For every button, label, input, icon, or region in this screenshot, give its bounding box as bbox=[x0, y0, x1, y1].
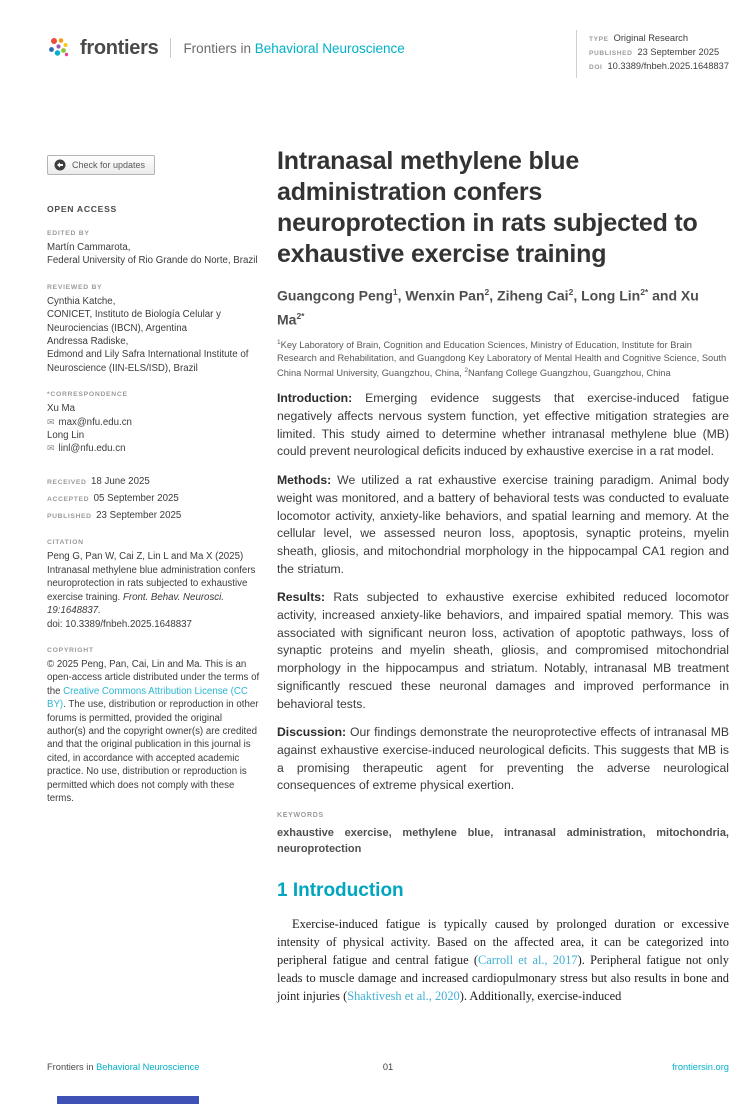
reviewer1-name: Cynthia Katche, bbox=[47, 295, 116, 307]
author-list bbox=[277, 282, 729, 329]
author-affil-sup: 2* bbox=[296, 310, 305, 321]
affiliation-sup: 1 bbox=[277, 339, 281, 347]
received-row bbox=[47, 473, 260, 489]
crossmark-icon bbox=[54, 159, 66, 171]
doi-value[interactable]: 10.3389/fnbeh.2025.1648837 bbox=[607, 61, 729, 71]
author-name: , Wenxin Pan bbox=[397, 287, 485, 304]
published-label: PUBLISHED bbox=[47, 513, 92, 521]
abstract-section-label: Introduction: bbox=[277, 391, 353, 406]
citation-journal: Front. Behav. Neurosci. bbox=[122, 591, 224, 603]
frontiers-logo-icon bbox=[47, 36, 71, 60]
citation-link-carroll-2017[interactable]: Carroll et al., 2017 bbox=[477, 953, 578, 968]
citation-text bbox=[47, 550, 260, 630]
reviewer1-affiliation: CONICET, Instituto de Biología Celular y Neurociencias (IBCN), Argentina bbox=[47, 309, 221, 334]
author-name: , Long Lin bbox=[573, 287, 641, 304]
author-affil-sup: 2 bbox=[484, 287, 490, 297]
abstract-section-text: Rats subjected to exhaustive exercise exhibited reduced locomotor activity, increased anxiety-like behaviors, and impaired spatial memory. This was associated with significant neuron loss, activation of apoptotic pathways, loss of synaptic proteins and myelin sheath, gliosis, and compromised mitochondrial morphology in the hippocampus and striatum. Notably, intranasal MB treatment significantly rescued these neuronal damages and improved performance in behavioral tests. bbox=[277, 590, 729, 711]
journal-name-header bbox=[183, 41, 404, 56]
article-title: Intranasal methylene blue administration confers neuroprotection in rats subjected to exhaustive exercise training bbox=[277, 147, 698, 268]
envelope-icon: ✉ bbox=[47, 416, 55, 427]
received-value: 18 June 2025 bbox=[91, 475, 150, 487]
abstract-section-label: Results: bbox=[277, 590, 326, 605]
footer-journal-prefix: Frontiers in bbox=[47, 1062, 97, 1072]
dates-block bbox=[47, 473, 260, 524]
edited-by-label: EDITED BY bbox=[47, 230, 90, 237]
page-number: 01 bbox=[382, 1062, 394, 1072]
journal-name-link[interactable]: Behavioral Neuroscience bbox=[254, 40, 405, 56]
affiliation-sup: 2 bbox=[464, 366, 469, 374]
doi-label: DOI bbox=[588, 64, 603, 71]
abstract-section-text: Our findings demonstrate the neuroprotective effects of intranasal MB against exhaustive exercise-induced neurological deficits. This suggests that MB is a promising therapeutic agent for preventing the adverse neurological consequences of extreme physical exertion. bbox=[277, 725, 729, 793]
footer-journal bbox=[47, 1062, 274, 1072]
correspondence-contact1-email[interactable]: max@nfu.edu.cn bbox=[58, 416, 132, 428]
author-name: , Ziheng Cai bbox=[489, 287, 569, 304]
editor-name: Martín Cammarota, bbox=[47, 242, 131, 253]
article-meta-block bbox=[576, 30, 729, 78]
brand-wordmark: frontiers bbox=[80, 36, 159, 59]
published-value: 23 September 2025 bbox=[637, 47, 720, 57]
keywords-text: exhaustive exercise, methylene blue, intranasal administration, mitochondria, neuroprotection bbox=[277, 827, 729, 856]
received-label: RECEIVED bbox=[47, 478, 87, 486]
footer-site bbox=[502, 1062, 729, 1072]
abstract-discussion-paragraph bbox=[277, 724, 729, 795]
abstract-section-text: Emerging evidence suggests that exercise-induced fatigue negatively affects nervous system function, yet effective mitigation strategies are limited. This study aimed to determine whether intranasal methylene blue (MB) could prevent neurological deficits induced by exhaustive exercise in a rat model. bbox=[277, 391, 729, 459]
meta-published-row bbox=[589, 46, 729, 60]
check-for-updates-label: Check for updates bbox=[72, 160, 146, 170]
abstract-introduction-paragraph bbox=[277, 390, 729, 461]
correspondence-contact2-email[interactable]: linl@nfu.edu.cn bbox=[58, 443, 126, 455]
accepted-row bbox=[47, 490, 260, 506]
citation-title: Intranasal methylene blue administration confers neuroprotection in rats subjected to exhaustive exercise training. bbox=[47, 564, 256, 603]
citation-authors: Peng G, Pan W, Cai Z, Lin L and Ma X (2025) bbox=[47, 551, 244, 563]
abstract-methods-paragraph bbox=[277, 472, 729, 578]
journal-prefix: Frontiers in bbox=[183, 40, 251, 56]
reviewer2-name: Andressa Radiske, bbox=[47, 336, 129, 348]
author-name: Guangcong Peng bbox=[277, 287, 393, 304]
check-for-updates-button[interactable] bbox=[47, 155, 155, 175]
envelope-icon: ✉ bbox=[47, 443, 55, 454]
affiliations bbox=[277, 337, 729, 379]
type-value: Original Research bbox=[613, 33, 689, 43]
author-affil-sup: 1 bbox=[392, 287, 398, 297]
body-text: ). Additionally, exercise-induced bbox=[459, 989, 622, 1004]
correspondence-label: *CORRESPONDENCE bbox=[47, 391, 128, 399]
copyright-text bbox=[47, 658, 260, 805]
citation-volume: 19:1648837. bbox=[47, 605, 101, 617]
article-main-column bbox=[277, 146, 729, 1005]
citation-doi[interactable]: doi: 10.3389/fnbeh.2025.1648837 bbox=[47, 618, 192, 630]
keywords-label: KEYWORDS bbox=[277, 812, 324, 820]
type-label: TYPE bbox=[588, 36, 609, 43]
brand-divider bbox=[170, 38, 171, 58]
copyright-text-before: © 2025 Peng, Pan, Cai, Lin and Ma. This is an open-access article distributed under the terms of the bbox=[47, 658, 260, 697]
author-affil-sup: 2 bbox=[568, 287, 574, 297]
accepted-label: ACCEPTED bbox=[47, 496, 90, 504]
affiliation-text: Key Laboratory of Brain, Cognition and Education Sciences, Ministry of Education, Institute for Brain Research and Rehabilitation, and Guangdong Key Laboratory of Mental Health and Cognitive Science, South China Normal University, Guangzhou, China, bbox=[277, 340, 727, 378]
correspondence-contact1-email-row bbox=[47, 416, 260, 429]
page-header bbox=[47, 30, 729, 78]
open-access-label: OPEN ACCESS bbox=[47, 204, 117, 214]
author-affil-sup: 2* bbox=[640, 287, 649, 297]
brand-row bbox=[47, 36, 405, 60]
cc-by-license-link[interactable]: Creative Commons Attribution License (CC BY) bbox=[47, 685, 248, 711]
abstract-section-label: Discussion: bbox=[277, 725, 347, 740]
citation-label: CITATION bbox=[47, 539, 84, 547]
footer-journal-link[interactable]: Behavioral Neuroscience bbox=[96, 1062, 200, 1072]
accepted-value: 05 September 2025 bbox=[93, 493, 179, 505]
published-value: 23 September 2025 bbox=[96, 510, 182, 522]
meta-doi-row bbox=[589, 60, 729, 74]
section-heading-introduction: 1 Introduction bbox=[277, 880, 404, 902]
introduction-paragraph bbox=[277, 915, 729, 1005]
next-page-blue-bar bbox=[57, 1096, 199, 1104]
body-text: ). Peripheral fatigue not only leads to muscle damage and increased cardiopulmonary stress but also results in bone and joint injuries ( bbox=[277, 953, 730, 1004]
correspondence-contact2-name: Long Lin bbox=[47, 430, 85, 442]
correspondence-contact2-email-row bbox=[47, 442, 260, 455]
affiliation-text: Nanfang College Guangzhou, Guangzhou, China bbox=[468, 367, 671, 378]
copyright-text-after: . The use, distribution or reproduction in other forums is permitted, provided the original author(s) and the copyright owner(s) are credited and that the original publication in this journal is cited, in accordance with accepted academic practice. No use, distribution or reproduction is permitted which does not comply with these terms. bbox=[47, 699, 259, 804]
author-name: and Xu Ma bbox=[277, 287, 699, 328]
published-label: PUBLISHED bbox=[588, 50, 633, 57]
abstract-section-text: We utilized a rat exhaustive exercise training paradigm. Animal body weight was monitored, and a battery of behavioral tests was conducted to evaluate locomotor activity, anxiety-like behaviors, and spatial learning and memory. At the cellular level, we assessed neuron loss, apoptosis, synaptic proteins, myelin sheath, gliosis, and mitochondrial morphology in the hippocampal CA1 region and the striatum. bbox=[277, 473, 729, 576]
copyright-label: COPYRIGHT bbox=[47, 646, 94, 654]
citation-link-shaktivesh-2020[interactable]: Shaktivesh et al., 2020 bbox=[347, 989, 460, 1004]
body-text: Exercise-induced fatigue is typically caused by prolonged duration or excessive intensity of physical activity. Based on the affected area, it can be categorized into peripheral fatigue and central fatigue ( bbox=[277, 917, 729, 968]
correspondence-contact1-name: Xu Ma bbox=[47, 403, 75, 415]
abstract-section-label: Methods: bbox=[277, 473, 332, 488]
article-info-sidebar bbox=[47, 155, 260, 805]
meta-type-row bbox=[589, 32, 729, 46]
page-footer bbox=[47, 1062, 729, 1072]
reviewer2-affiliation: Edmond and Lily Safra International Institute of Neuroscience (IIN-ELS/ISD), Brazil bbox=[47, 349, 249, 374]
frontiersin-org-link[interactable]: frontiersin.org bbox=[672, 1062, 729, 1072]
published-row bbox=[47, 507, 260, 523]
abstract-results-paragraph bbox=[277, 589, 729, 713]
reviewed-by-label: REVIEWED BY bbox=[47, 283, 103, 291]
editor-affiliation: Federal University of Rio Grande do Norte, Brazil bbox=[47, 255, 258, 267]
